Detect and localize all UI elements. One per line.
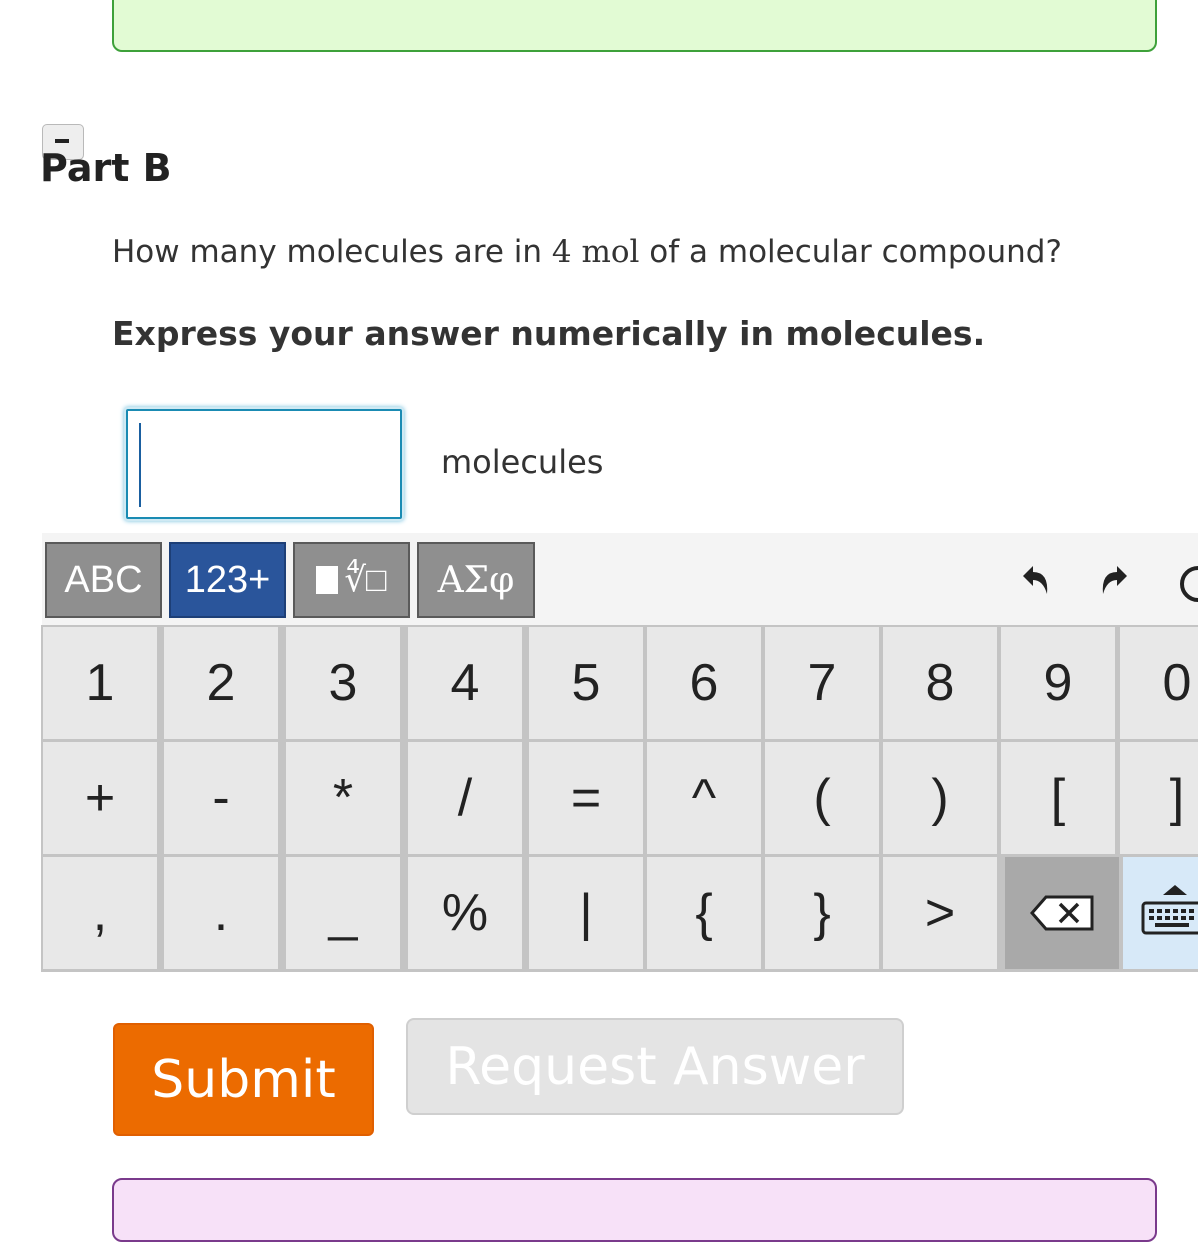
key-underscore[interactable]: _ bbox=[286, 857, 400, 969]
key-close-paren[interactable]: ) bbox=[883, 742, 997, 854]
key-2[interactable]: 2 bbox=[164, 627, 278, 739]
submit-button[interactable]: Submit bbox=[113, 1023, 374, 1136]
key-9[interactable]: 9 bbox=[1001, 627, 1115, 739]
key-percent[interactable]: % bbox=[408, 857, 522, 969]
backspace-icon bbox=[1030, 895, 1094, 931]
correct-feedback-box bbox=[112, 0, 1157, 52]
keyboard-toggle-key[interactable] bbox=[1123, 857, 1198, 969]
tab-abc[interactable]: ABC bbox=[45, 542, 162, 618]
key-plus[interactable]: + bbox=[43, 742, 157, 854]
key-pipe[interactable]: | bbox=[529, 857, 643, 969]
answer-input[interactable] bbox=[126, 409, 402, 519]
redo-icon[interactable] bbox=[1095, 560, 1135, 600]
text-caret bbox=[139, 423, 141, 507]
answer-instruction: Express your answer numerically in molecules. bbox=[112, 314, 986, 353]
key-caret[interactable]: ^ bbox=[647, 742, 761, 854]
minus-icon bbox=[55, 139, 69, 143]
reset-icon[interactable] bbox=[1175, 562, 1198, 602]
key-equals[interactable]: = bbox=[529, 742, 643, 854]
key-6[interactable]: 6 bbox=[647, 627, 761, 739]
part-title: Part B bbox=[40, 146, 172, 190]
key-close-bracket[interactable]: ] bbox=[1120, 742, 1198, 854]
template-box-icon bbox=[316, 566, 338, 594]
key-multiply[interactable]: * bbox=[286, 742, 400, 854]
radical-icon: ∜□ bbox=[344, 561, 387, 599]
request-answer-button[interactable]: Request Answer bbox=[406, 1018, 904, 1115]
key-4[interactable]: 4 bbox=[408, 627, 522, 739]
key-0[interactable]: 0 bbox=[1120, 627, 1198, 739]
tab-templates[interactable] bbox=[293, 542, 410, 618]
question-text: How many molecules are in 4 mol of a molecular compound? bbox=[112, 234, 1062, 270]
key-3[interactable]: 3 bbox=[286, 627, 400, 739]
key-1[interactable]: 1 bbox=[43, 627, 157, 739]
key-close-brace[interactable]: } bbox=[765, 857, 879, 969]
key-open-paren[interactable]: ( bbox=[765, 742, 879, 854]
key-5[interactable]: 5 bbox=[529, 627, 643, 739]
tab-numbers[interactable]: 123+ bbox=[169, 542, 286, 618]
key-greater-than[interactable]: > bbox=[883, 857, 997, 969]
answer-unit-label: molecules bbox=[441, 443, 604, 481]
keypad bbox=[41, 625, 1198, 972]
key-divide[interactable]: / bbox=[408, 742, 522, 854]
key-open-bracket[interactable]: [ bbox=[1001, 742, 1115, 854]
key-comma[interactable]: , bbox=[43, 857, 157, 969]
key-period[interactable]: . bbox=[164, 857, 278, 969]
tab-greek[interactable]: ΑΣφ bbox=[417, 542, 535, 618]
key-open-brace[interactable]: { bbox=[647, 857, 761, 969]
keyboard-toggle-icon bbox=[1141, 881, 1198, 945]
feedback-box bbox=[112, 1178, 1157, 1242]
key-7[interactable]: 7 bbox=[765, 627, 879, 739]
key-8[interactable]: 8 bbox=[883, 627, 997, 739]
undo-icon[interactable] bbox=[1015, 560, 1055, 600]
backspace-key[interactable] bbox=[1005, 857, 1119, 969]
key-minus[interactable]: - bbox=[164, 742, 278, 854]
